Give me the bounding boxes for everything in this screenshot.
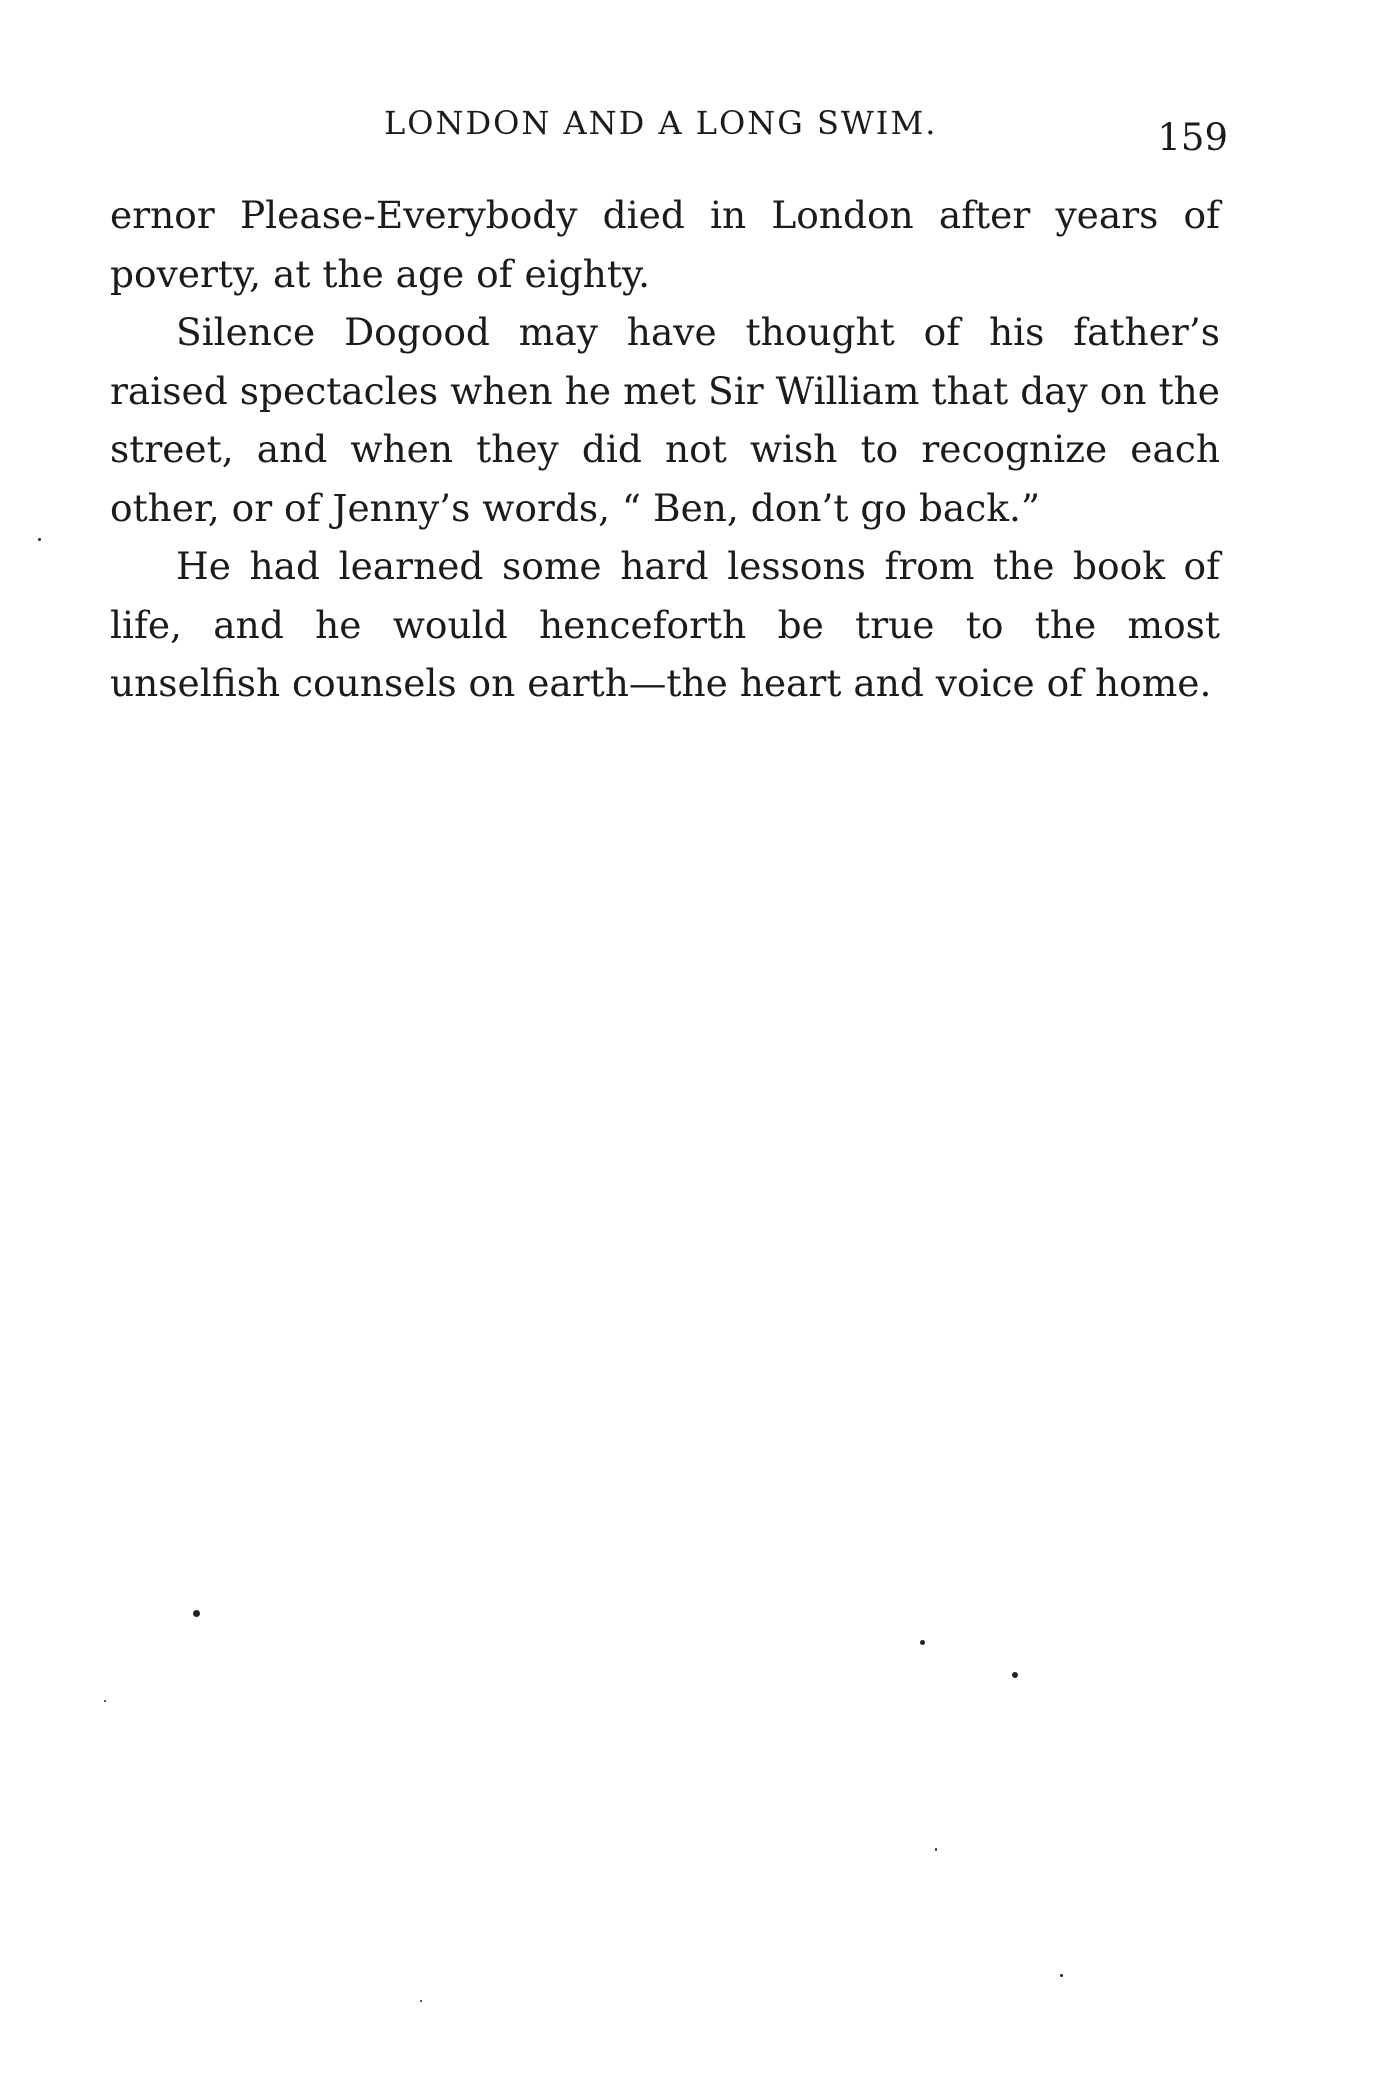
scan-speck <box>920 1640 925 1645</box>
running-title: LONDON AND A LONG SWIM. <box>384 104 938 142</box>
paragraph-continued: ernor Please-Everybody died in London after years of poverty, at the age of eighty. <box>110 193 1220 296</box>
page-number: 159 <box>1157 116 1228 159</box>
scan-speck <box>420 2000 422 2002</box>
running-head <box>110 104 1228 159</box>
scan-speck <box>104 1700 106 1702</box>
scan-speck <box>1012 1672 1018 1678</box>
scan-speck <box>38 538 41 541</box>
body-text <box>110 186 1220 713</box>
scan-speck <box>193 1610 200 1617</box>
paragraph: Silence Dogood may have thought of his father’s raised spectacles when he met Sir William that day on the street, and when they did not wish to recognize each other, or of Jenny’s words, “ Ben, don’t go back.” <box>110 310 1220 530</box>
scan-speck <box>935 1848 937 1851</box>
paragraph: He had learned some hard lessons from the book of life, and he would henceforth be true to the most unselfish counsels on earth—the heart and voice of home. <box>110 544 1220 705</box>
scan-speck <box>1060 1974 1063 1977</box>
